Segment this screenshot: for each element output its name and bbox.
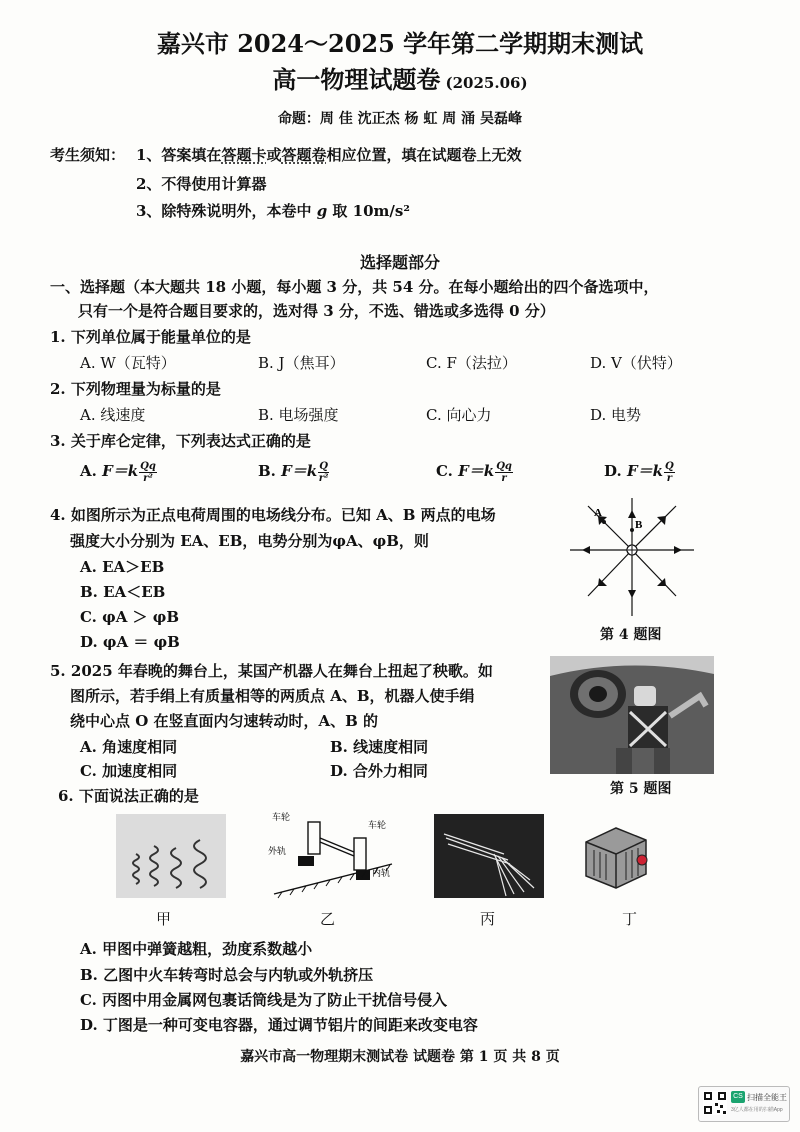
yi-wheel-right-label: 车轮 <box>368 820 387 830</box>
q3-c-label: C. <box>436 462 453 480</box>
q4-caption: 第 4 题图 <box>600 627 662 643</box>
q1-option-d: D. V（伏特） <box>590 354 682 372</box>
q5-line-1: 5. 2025 年春晚的舞台上，某国产机器人在舞台上扭起了秧歌。如 <box>50 662 493 680</box>
q3-a-num: Qq <box>140 460 156 472</box>
q3-b-lhs: F＝k <box>281 462 318 480</box>
exam-date: (2025.06) <box>445 74 528 92</box>
q5-option-d: D. 合外力相同 <box>330 762 428 780</box>
q5-option-c: C. 加速度相同 <box>80 762 178 780</box>
cable-photo <box>434 814 544 898</box>
q3-d-fraction <box>664 461 675 484</box>
page-title: 嘉兴市 2024～2025 学年第二学期期末测试 <box>156 29 644 58</box>
capacitor-photo <box>576 818 652 894</box>
q4-option-c: C. φA ＞ φB <box>80 608 180 626</box>
notice-item-2: 2、不得使用计算器 <box>136 175 267 193</box>
section-heading: 选择题部分 <box>359 253 440 272</box>
q3-d-label: D. <box>604 462 622 480</box>
q6-option-d: D. 丁图是一种可变电容器，通过调节铝片的间距来改变电容 <box>80 1016 478 1034</box>
fig-point-a-label: A <box>594 507 602 519</box>
notice-label: 考生须知： <box>50 146 126 164</box>
q6-option-a: A. 甲图中弹簧越粗，劲度系数越小 <box>80 940 313 958</box>
q3-b-label: B. <box>258 462 276 480</box>
notice-3-prefix: 3、除特殊说明外，本卷中 <box>136 202 312 220</box>
yi-inner-rail-label: 内轨 <box>372 868 391 878</box>
notice-1-prefix: 1、答案填在 <box>136 146 222 164</box>
subtitle-text: 高一物理试题卷 <box>272 65 441 94</box>
notice-item-3 <box>136 200 410 221</box>
springs-photo <box>116 814 226 898</box>
q3-d-den: r <box>666 472 672 484</box>
q5-line-2: 图所示，若手绢上有质量相等的两质点 A、B，机器人使手绢 <box>70 687 475 705</box>
q6-stem: 6. 下面说法正确的是 <box>58 787 199 805</box>
fig-bing-label: 丙 <box>480 910 496 928</box>
q6-option-c: C. 丙图中用金属网包裹话筒线是为了防止干扰信号侵入 <box>80 991 448 1009</box>
q3-a-label: A. <box>80 462 97 480</box>
q1-option-a: A. W（瓦特） <box>80 354 176 372</box>
q4-option-a: A. EA＞EB <box>80 558 165 576</box>
fig-yi-label: 乙 <box>320 910 336 928</box>
scanner-stamp <box>698 1086 790 1122</box>
fig-jia-label: 甲 <box>156 910 172 928</box>
q3-c-lhs: F＝k <box>458 462 495 480</box>
notice-3-suffix: 取 10m/s² <box>332 202 410 220</box>
notice-1-card: 答题卡 <box>221 146 267 164</box>
field-lines-figure <box>564 492 700 622</box>
q3-option-b <box>258 460 329 484</box>
train-wheel-diagram <box>268 812 398 902</box>
q3-a-fraction <box>139 461 157 484</box>
q3-b-fraction <box>318 461 329 484</box>
yi-outer-rail-label: 外轨 <box>268 846 287 856</box>
q2-option-b: B. 电场强度 <box>258 406 339 424</box>
q3-c-num: Qq <box>496 460 512 472</box>
fig-ding-label: 丁 <box>622 910 638 928</box>
notice-3-g: g <box>316 202 328 220</box>
q4-line-1: 4. 如图所示为正点电荷周围的电场线分布。已知 A、B 两点的电场 <box>50 506 496 524</box>
q3-d-num: Q <box>664 460 674 472</box>
page-footer: 嘉兴市高一物理期末测试卷 试题卷 第 1 页 共 8 页 <box>240 1049 560 1065</box>
authors: 命题：周 佳 沈正杰 杨 虹 周 涌 吴磊峰 <box>277 111 523 127</box>
page-subtitle <box>0 60 800 95</box>
q1-stem: 1. 下列单位属于能量单位的是 <box>50 328 251 346</box>
q1-option-c: C. F（法拉） <box>426 354 517 372</box>
q3-option-a <box>80 460 157 484</box>
q3-option-c <box>436 460 513 484</box>
cable-drawing <box>434 814 544 898</box>
q3-a-den: r² <box>143 472 153 484</box>
notice-1-suffix: 相应位置，填在试题卷上无效 <box>326 146 522 164</box>
fig-point-b-label: B <box>635 519 643 531</box>
robot-drawing <box>550 656 714 774</box>
robot-photo <box>550 656 714 774</box>
q3-c-den: r <box>501 472 507 484</box>
q4-option-b: B. EA＜EB <box>80 583 166 601</box>
q3-option-d <box>604 460 675 484</box>
springs-drawing <box>116 814 226 898</box>
q2-option-a: A. 线速度 <box>80 406 146 424</box>
q3-c-fraction <box>495 461 513 484</box>
q5-caption: 第 5 题图 <box>610 781 672 797</box>
q3-b-den: r² <box>318 472 329 484</box>
notice-item-1 <box>136 144 522 165</box>
notice-1-sheet: 答题卷 <box>281 146 327 164</box>
q3-d-lhs: F＝k <box>626 462 663 480</box>
yi-wheel-left-label: 车轮 <box>272 812 291 822</box>
section-intro-1: 一、选择题（本大题共 18 小题，每小题 3 分，共 54 分。在每小题给出的四个备选项中， <box>50 278 659 296</box>
q3-stem: 3. 关于库仑定律，下列表达式正确的是 <box>50 432 311 450</box>
q2-option-d: D. 电势 <box>590 406 642 424</box>
q4-option-d: D. φA ＝ φB <box>80 633 180 651</box>
q6-option-b: B. 乙图中火车转弯时总会与内轨或外轨挤压 <box>80 966 374 984</box>
capacitor-drawing <box>576 818 652 894</box>
q5-line-3: 绕中心点 O 在竖直面内匀速转动时，A、B 的 <box>70 712 379 730</box>
scanner-logo-icon: CS <box>731 1091 745 1103</box>
q2-option-c: C. 向心力 <box>426 406 492 424</box>
q5-option-b: B. 线速度相同 <box>330 738 429 756</box>
scanner-subtitle: 3亿人都在用的扫描App <box>731 1107 783 1113</box>
q5-option-a: A. 角速度相同 <box>80 738 178 756</box>
q4-line-2: 强度大小分别为 EA、EB，电势分别为φA、φB，则 <box>70 532 429 550</box>
q3-b-num: Q <box>319 460 328 472</box>
section-intro-2: 只有一个是符合题目要求的，选对得 3 分，不选、错选或多选得 0 分） <box>78 302 555 320</box>
notice-1-mid: 或 <box>266 146 282 164</box>
qr-code-icon <box>703 1091 727 1115</box>
q3-a-lhs: F＝k <box>102 462 139 480</box>
q2-stem: 2. 下列物理量为标量的是 <box>50 380 221 398</box>
scanner-name: 扫描全能王 <box>747 1093 787 1102</box>
q1-option-b: B. J（焦耳） <box>258 354 345 372</box>
